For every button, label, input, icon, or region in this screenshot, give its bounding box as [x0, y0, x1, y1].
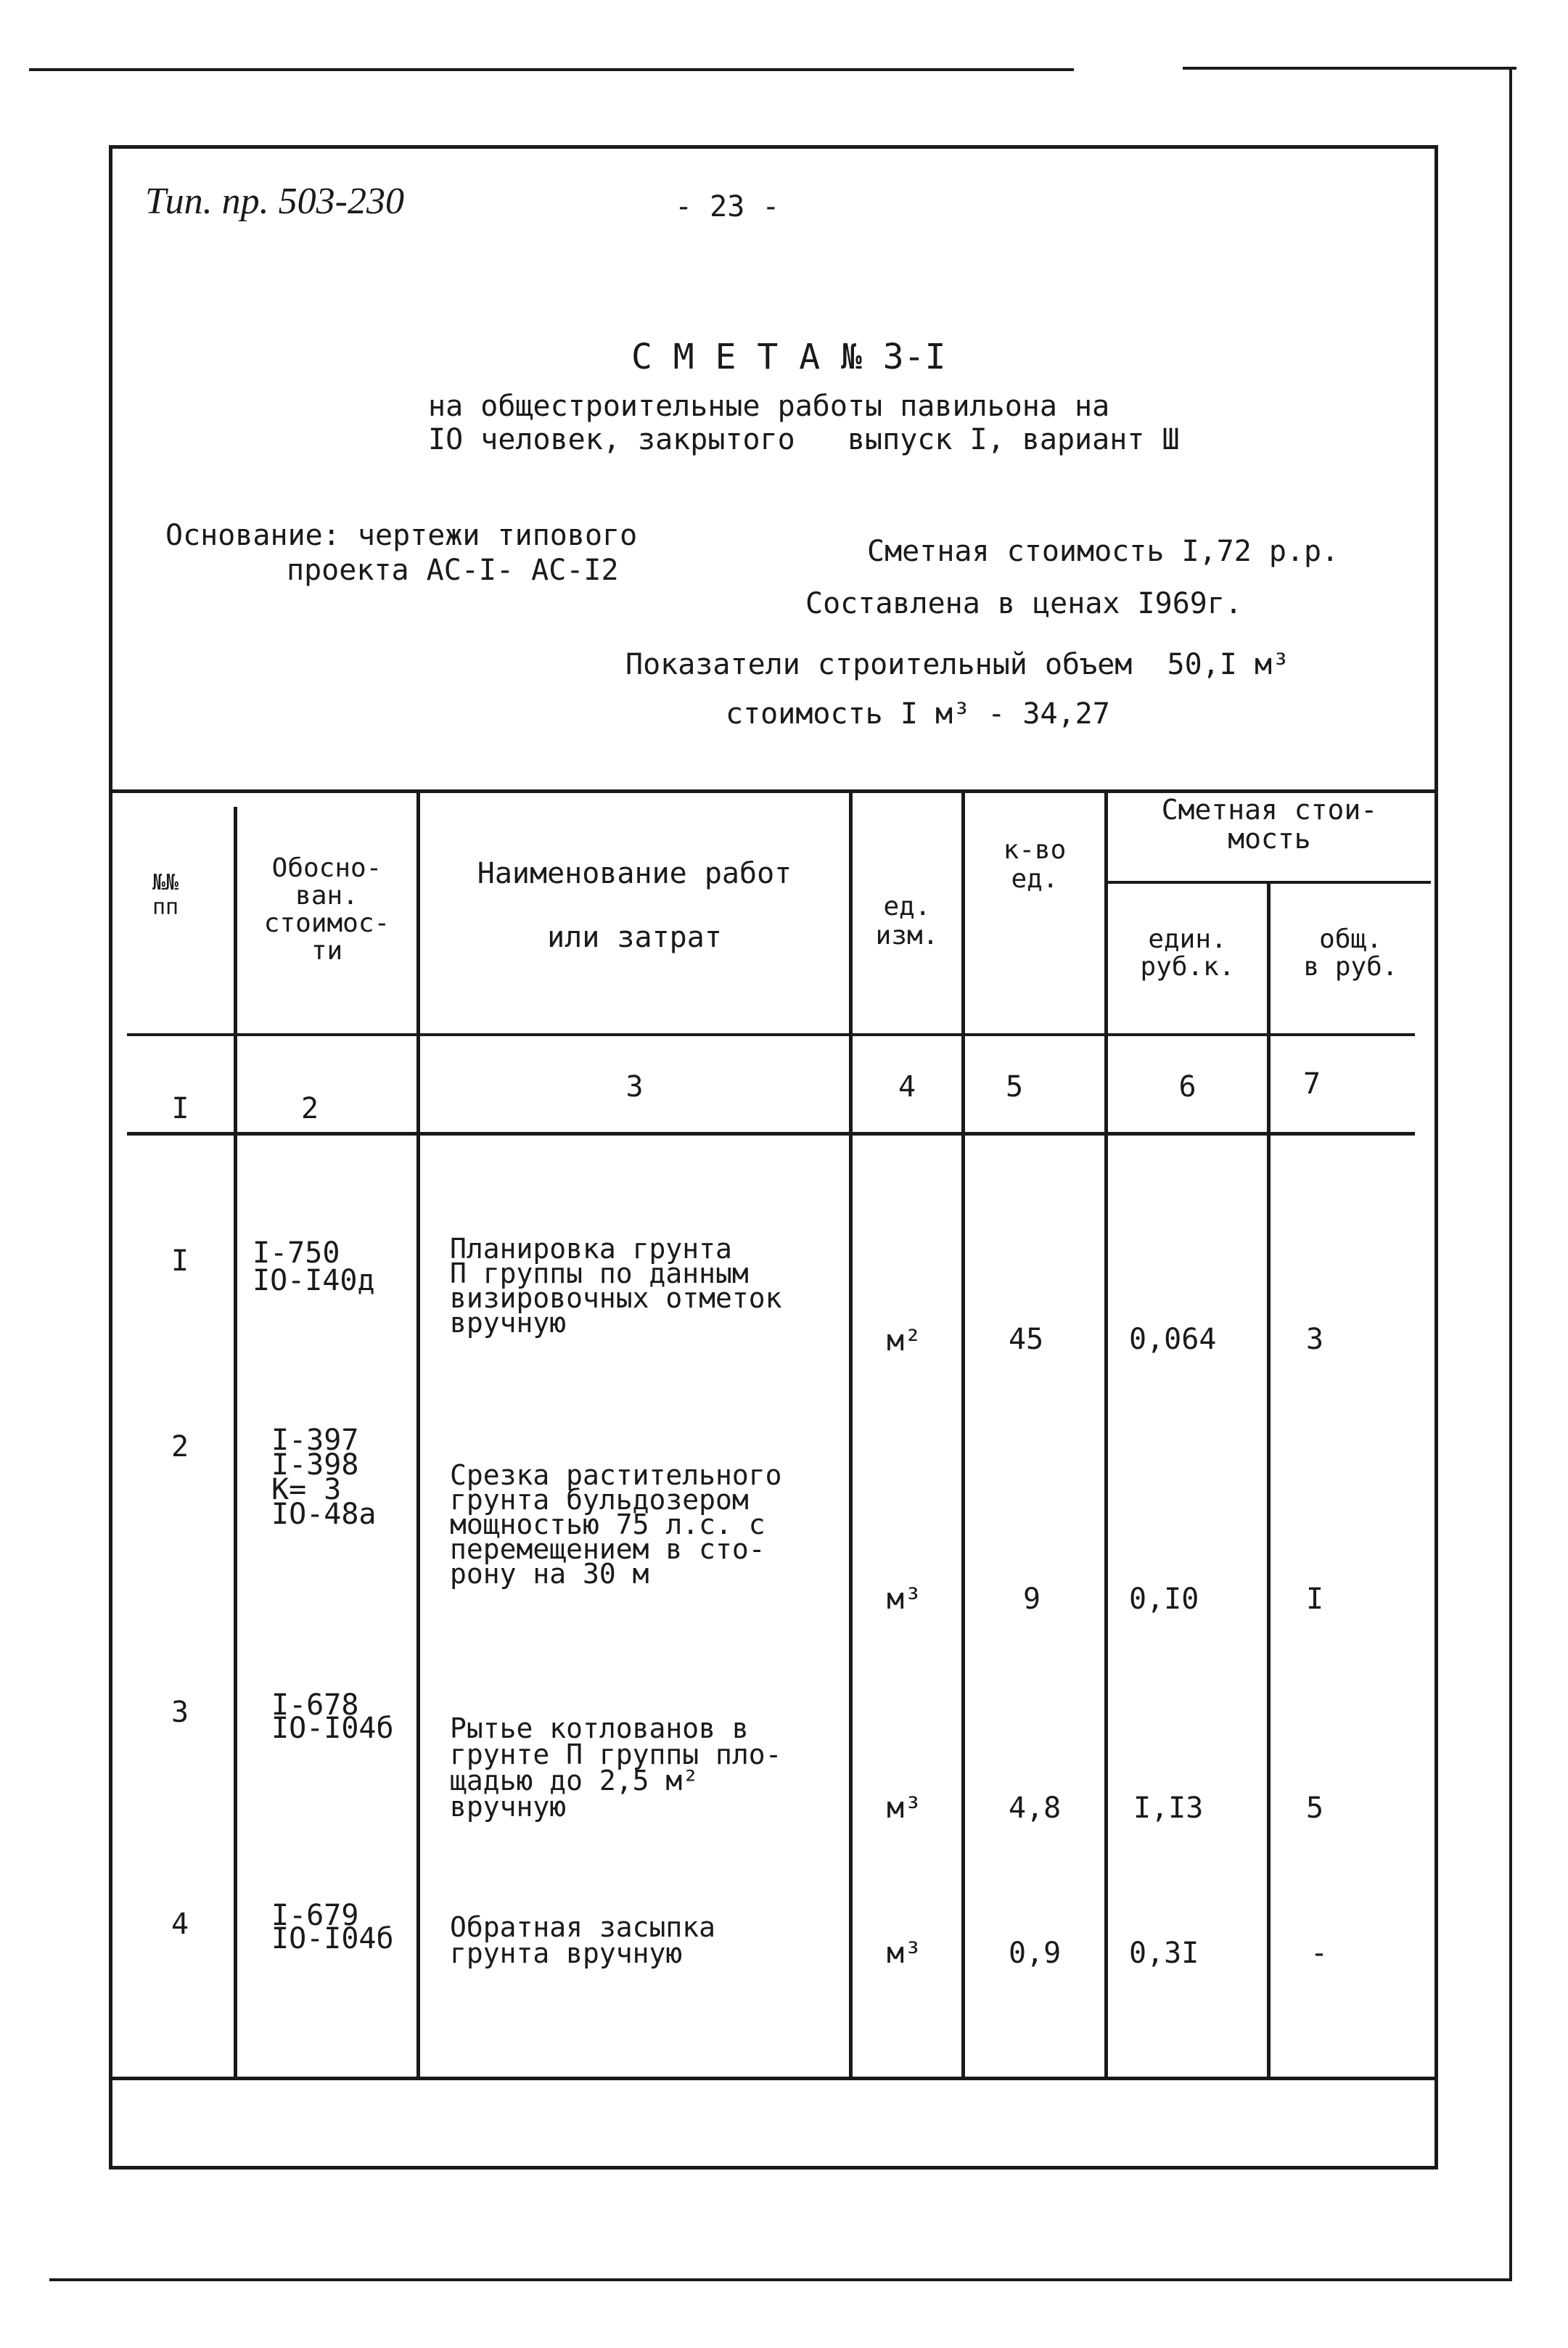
row-number: 2	[171, 1430, 189, 1464]
header-num: №№ пп	[152, 870, 179, 920]
basis-line1: Основание: чертежи типового	[165, 519, 638, 552]
header-bottom-border	[127, 1033, 1415, 1036]
col-divider-5	[1104, 789, 1108, 2077]
header-estimated-cost: Сметная стои- мость	[1161, 794, 1378, 855]
row-unit-price: I,I3	[1133, 1791, 1204, 1825]
row-number: 4	[171, 1908, 189, 1941]
top-rule-left	[29, 68, 1074, 71]
table-top-border	[109, 789, 1434, 793]
header-total: общ. в руб.	[1303, 924, 1398, 982]
bottom-rule	[49, 2278, 1512, 2281]
col-divider-2	[416, 789, 420, 2077]
unit-cost: стоимость I м³ - 34,27	[726, 697, 1110, 731]
volume-indicator: Показатели строительный объем 50,I м³	[625, 648, 1290, 681]
header-unit-price: един. руб.к.	[1140, 924, 1235, 982]
col-divider-1	[234, 807, 237, 2077]
col-number-2: 2	[300, 1092, 319, 1125]
row-basis: I-750 IO-I40д	[253, 1236, 375, 1297]
col-number-5: 5	[1006, 1070, 1024, 1104]
col-divider-6	[1267, 881, 1271, 2077]
row-work-name: Рытье котлованов в грунте П группы пло- щадью до 2,5 м² вручную	[450, 1712, 782, 1823]
prices-year: Составлена в ценах I969г.	[805, 587, 1243, 620]
right-rule	[1509, 67, 1512, 2280]
row-total: 3	[1306, 1323, 1324, 1356]
header-qty: к-во ед.	[1003, 835, 1067, 894]
col-number-1: I	[171, 1092, 189, 1125]
row-unit: м³	[887, 1583, 922, 1616]
title-subtitle-line2: IO человек, закрытого выпуск I, вариант Ш	[428, 423, 1180, 456]
row-unit: м²	[887, 1324, 922, 1358]
row-unit: м³	[887, 1791, 922, 1825]
top-rule-right	[1183, 67, 1516, 70]
header-unit: ед. изм.	[875, 892, 939, 951]
row-quantity: 4,8	[1009, 1791, 1062, 1825]
row-work-name: Обратная засыпка грунта вручную	[450, 1911, 716, 1969]
row-quantity: 0,9	[1009, 1937, 1062, 1970]
header-name: Наименование работ или затрат	[477, 857, 792, 954]
row-total: -	[1310, 1937, 1329, 1970]
row-basis: I-679 IO-I04б	[271, 1899, 394, 1955]
row-basis: I-678 IO-I04б	[271, 1688, 394, 1745]
row-unit-price: 0,3I	[1129, 1937, 1199, 1970]
row-total: 5	[1306, 1791, 1324, 1825]
table-bottom-border	[109, 2077, 1434, 2080]
row-quantity: 9	[1023, 1583, 1041, 1616]
row-work-name: Планировка грунта П группы по данным визировочных отметок вручную	[450, 1233, 782, 1339]
row-number: 3	[171, 1696, 189, 1729]
col-divider-3	[849, 789, 853, 2077]
row-total: I	[1306, 1583, 1324, 1616]
header-basis: Обосно- ван. стоимос- ти	[263, 853, 390, 966]
row-unit-price: 0,I0	[1129, 1583, 1199, 1616]
page-number: - 23 -	[675, 190, 780, 223]
document-reference: Тип. пр. 503-230	[145, 181, 404, 222]
estimate-title: С М Е Т А № 3-I	[631, 337, 946, 377]
row-basis: I-397 I-398 К= 3 IO-48а	[271, 1424, 377, 1531]
col-number-7: 7	[1303, 1067, 1321, 1101]
basis-line2: проекта АС-I- АС-I2	[287, 554, 619, 587]
col-divider-4	[961, 789, 965, 2077]
col-number-4: 4	[898, 1070, 916, 1104]
col-number-3: 3	[625, 1070, 644, 1104]
row-work-name: Срезка растительного грунта бульдозером мощностью 75 л.с. с перемещением в сто- рону на 30 м	[450, 1459, 782, 1590]
row-number: I	[171, 1244, 189, 1278]
row-unit-price: 0,064	[1129, 1323, 1217, 1356]
column-numbers-border	[127, 1132, 1415, 1136]
col-number-6: 6	[1178, 1070, 1196, 1104]
row-quantity: 45	[1009, 1323, 1044, 1356]
row-unit: м³	[887, 1937, 922, 1970]
title-subtitle-line1: на общестроительные работы павильона на	[428, 390, 1110, 423]
estimated-cost: Сметная стоимость I,72 р.р.	[867, 535, 1339, 568]
